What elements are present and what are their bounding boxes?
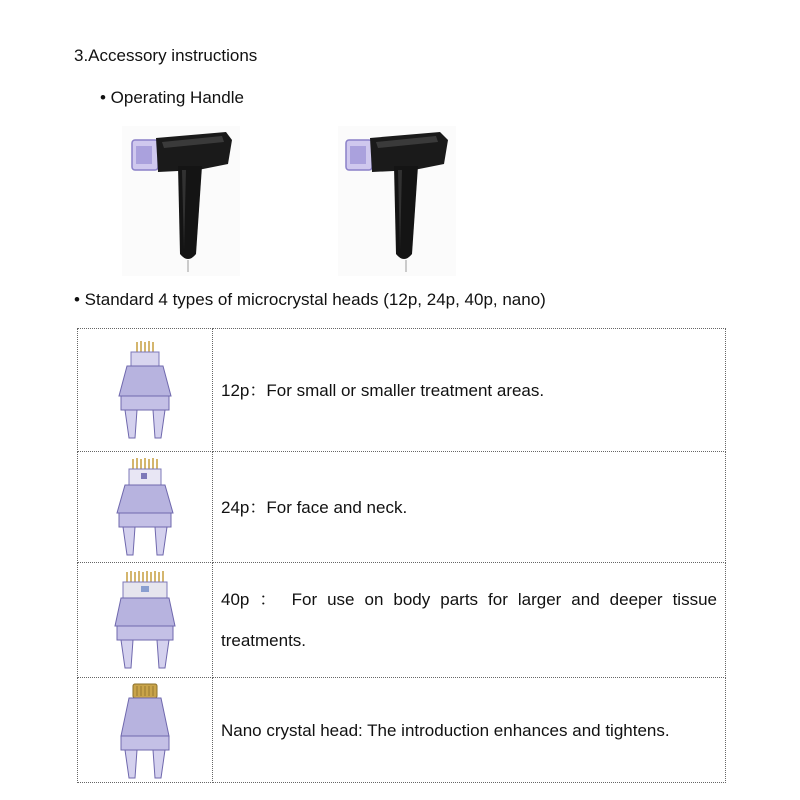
table-row	[78, 563, 726, 678]
table-row	[78, 452, 726, 563]
section-title: 3.Accessory instructions	[74, 46, 258, 65]
operating-handle-heading: • Operating Handle	[100, 88, 244, 107]
microcrystal-head-40p-icon	[107, 568, 183, 672]
microcrystal-head-nano-icon	[107, 678, 183, 782]
microcrystal-heads-table	[77, 328, 726, 783]
microcrystal-head-12p-icon	[107, 338, 183, 442]
operating-handle-image-2	[338, 126, 456, 276]
microcrystal-heads-heading: • Standard 4 types of microcrystal heads (12p, 24p, 40p, nano)	[74, 290, 546, 309]
operating-handle-image-1	[122, 126, 240, 276]
operating-handle-icon	[338, 126, 456, 276]
head-40p-description: 40p ： For use on body parts for larger and deeper tissue treatments.	[221, 590, 717, 650]
head-24p-description: 24p：For face and neck.	[221, 497, 408, 517]
operating-handle-icon	[122, 126, 240, 276]
table-row	[78, 678, 726, 783]
microcrystal-head-24p-icon	[107, 455, 183, 559]
head-nano-description: Nano crystal head: The introduction enhances and tightens.	[221, 720, 670, 740]
head-12p-description: 12p：For small or smaller treatment areas.	[221, 380, 545, 400]
table-row	[78, 329, 726, 452]
